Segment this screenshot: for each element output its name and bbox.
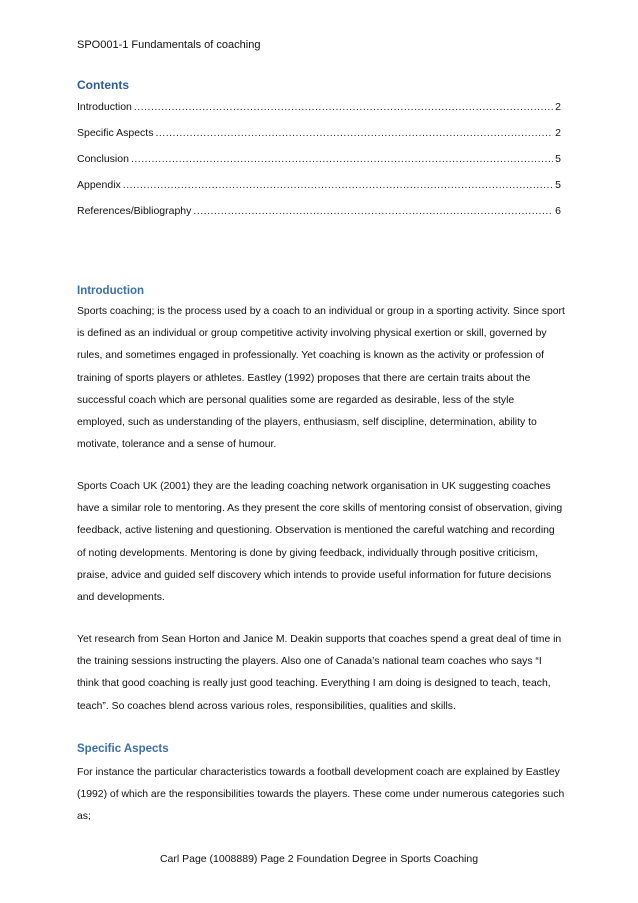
toc-entry-title: Specific Aspects — [77, 127, 154, 139]
introduction-paragraph-1: Sports coaching; is the process used by a coach to an individual or group in a sporting activity. Since sport is defined as an individual or group competitive activity involving physical exertion or skill, governed by rules, and sometimes engaged in professionally. Yet coaching is known as the activity or profession of training of sports players or athletes. Eastley (1992) proposes that there are certain traits about the successful coach which are personal qualities some are regarded as desirable, less of the style employed, such as understanding of the players, enthusiasm, self discipline, determination, ability to motivate, tolerance and a sense of humour. — [77, 306, 565, 451]
toc-entry-page: 5 — [555, 179, 561, 191]
toc-entry-title: Introduction — [77, 101, 132, 113]
specific-aspects-paragraph-1: For instance the particular characteristics towards a football development coach are explained by Eastley (1992) of which are the responsibilities towards the players. These come under numerous categories such as; — [77, 767, 565, 823]
toc-entry-specific-aspects[interactable] — [77, 127, 561, 153]
page-header: SPO001-1 Fundamentals of coaching — [77, 39, 261, 51]
toc-entry-page: 5 — [555, 153, 561, 165]
toc-entry-appendix[interactable] — [77, 179, 561, 205]
toc-entry-page: 2 — [555, 127, 561, 139]
toc-entry-title: References/Bibliography — [77, 205, 192, 217]
toc-leader-dots — [134, 101, 553, 114]
introduction-paragraph-3: Yet research from Sean Horton and Janice M. Deakin supports that coaches spend a great deal of time in the training sessions instructing the players. Also one of Canada’s national team coaches who says “I think that good coaching is really just good teaching. Everything I am doing is designed to teach, teach, teach”. So coaches blend across various roles, responsibilities, qualities and skills. — [77, 634, 562, 712]
toc-entry-conclusion[interactable] — [77, 153, 561, 179]
toc-leader-dots — [193, 205, 553, 218]
toc-leader-dots — [155, 127, 553, 140]
toc-entry-references[interactable] — [77, 205, 561, 231]
specific-aspects-heading: Specific Aspects — [77, 743, 169, 755]
toc-leader-dots — [131, 153, 553, 166]
toc-leader-dots — [123, 179, 553, 192]
table-of-contents — [77, 101, 561, 231]
toc-entry-title: Conclusion — [77, 153, 129, 165]
toc-entry-page: 6 — [555, 205, 561, 217]
introduction-paragraph-2: Sports Coach UK (2001) they are the leading coaching network organisation in UK suggesting coaches have a similar role to mentoring. As they present the core skills of mentoring consist of observation, giving feedback, active listening and questioning. Observation is mentioned the careful watching and recording of noting developments. Mentoring is done by giving feedback, individually through positive criticism, praise, advice and guided self discovery which intends to provide useful information for future decisions and developments. — [77, 481, 563, 604]
toc-entry-page: 2 — [555, 101, 561, 113]
contents-heading: Contents — [77, 78, 129, 92]
toc-entry-title: Appendix — [77, 179, 121, 191]
toc-entry-introduction[interactable] — [77, 101, 561, 127]
page-footer: Carl Page (1008889) Page 2 Foundation Degree in Sports Coaching — [159, 853, 479, 865]
introduction-heading: Introduction — [77, 285, 145, 297]
